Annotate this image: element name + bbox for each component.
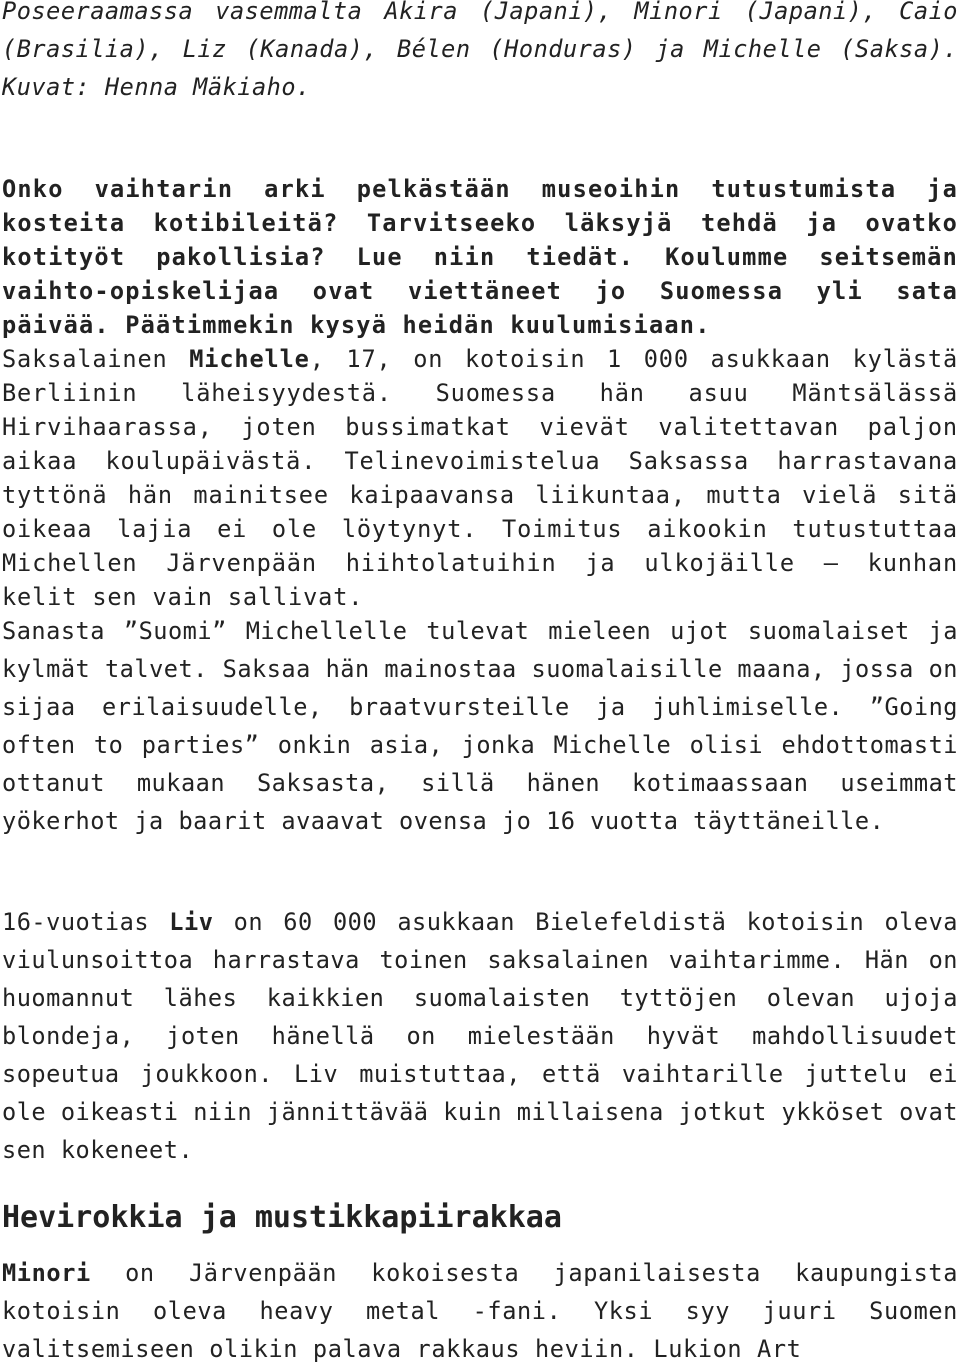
- michelle-lead: Saksalainen: [2, 345, 190, 373]
- michelle-paragraph-2: Sanasta ”Suomi” Michellelle tulevat mieleen ujot suomalaiset ja kylmät talvet. Saksaa hän mainostaa suomalaisille maana, jossa on sijaa erilaisuudelle, braatvursteille ja juhlimiselle. ”Going often to parties” onkin asia, jonka Michelle olisi ehdottomasti ottanut mukaan Saksasta, sillä hänen kotimaassaan useimmat yökerhot ja baarit avaavat ovensa jo 16 vuotta täyttäneille.: [2, 617, 958, 835]
- article-intro: Onko vaihtarin arki pelkästään museoihin tutustumista ja kosteita kotibileitä? Tarvitseeko läksyjä tehdä ja ovatko kotityöt pakollisia? Lue niin tiedät. Koulumme seitsemän vaihto-opiskelijaa ovat viettäneet jo Suomessa yli sata päivää. Päätimmekin kysyä heidän kuulumisiaan.: [2, 175, 958, 339]
- michelle-text: , 17, on kotoisin 1 000 asukkaan kylästä Berliinin läheisyydestä. Suomessa hän asuu Mäntsälässä Hirvihaarassa, joten bussimatkat vievät valitettavan paljon aikaa koulupäivästä. Telinevoimistelua Saksassa harrastavana tyttönä hän mainitsee kaipaavansa liikuntaa, mutta vielä sitä oikeaa lajia ei ole löytynyt. Toimitus aikookin tutustuttaa Michellen Järvenpään hiihtolatuihin ja ulkojäille – kunhan kelit sen vain sallivat.: [2, 345, 959, 611]
- michelle-name: Michelle: [189, 345, 310, 373]
- minori-text: on Järvenpään kokoisesta japanilaisesta kaupungista kotoisin oleva heavy metal -fani. Yksi syy juuri Suomen valitsemiseen olikin palava rakkaus heviin. Lukion Art: [2, 1259, 958, 1363]
- minori-name: Minori: [2, 1259, 91, 1287]
- liv-lead: 16-vuotias: [2, 908, 170, 936]
- photo-caption: Poseeraamassa vasemmalta Akira (Japani), Minori (Japani), Caio (Brasilia), Liz (Kanada), Bélen (Honduras) ja Michelle (Saksa). Kuvat: Henna Mäkiaho.: [2, 0, 958, 101]
- liv-text: on 60 000 asukkaan Bielefeldistä kotoisin oleva viulunsoittoa harrastava toinen saksalainen vaihtarimme. Hän on huomannut lähes kaikkien suomalaisten tyttöjen olevan ujoja blondeja, joten hänellä on mielestään hyvät mahdollisuudet sopeutua joukkoon. Liv muistuttaa, että vaihtarille juttelu ei ole oikeasti niin jännittävää kuin millaisena jotkut ykköset ovat sen kokeneet.: [2, 908, 958, 1164]
- minori-paragraph: [2, 1254, 958, 1364]
- section-heading: Hevirokkia ja mustikkapiirakkaa: [2, 1200, 562, 1235]
- michelle-paragraph: [2, 342, 958, 614]
- liv-name: Liv: [169, 908, 214, 936]
- liv-paragraph: [2, 903, 958, 1169]
